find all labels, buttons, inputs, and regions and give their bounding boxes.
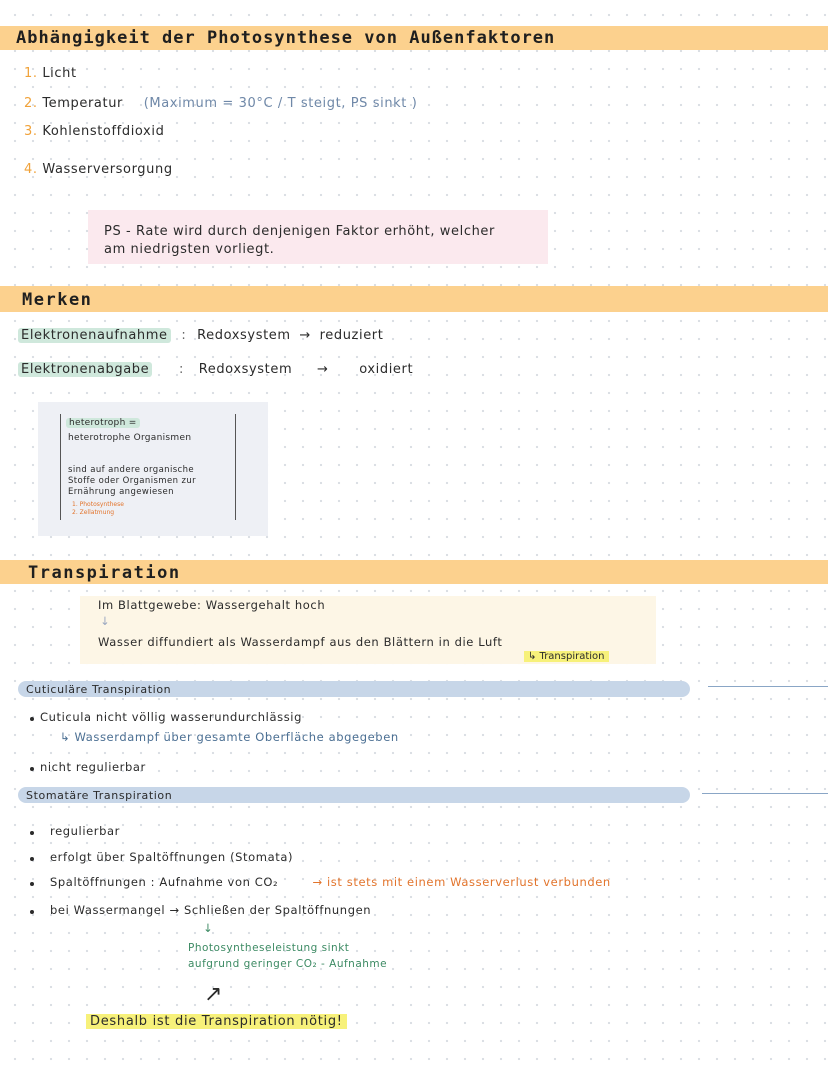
down-arrow-icon: ↓	[100, 614, 111, 628]
card-desc-2: Stoffe oder Organismen zur	[68, 476, 197, 486]
list-label: Kohlenstoffdioxid	[42, 124, 165, 139]
stomatal-point-3-consequence: → ist stets mit einem Wasserverlust verbunden	[312, 875, 611, 889]
separator: :	[181, 328, 187, 343]
up-arrow-icon: ↗	[204, 982, 223, 1007]
bullet	[30, 767, 34, 771]
list-number: 1.	[24, 66, 38, 81]
rule-line-1: PS - Rate wird durch denjenigen Faktor erhöht, welcher	[104, 224, 495, 239]
section-title-merken: Merken	[22, 290, 93, 310]
section-title-transpiration: Transpiration	[28, 563, 181, 583]
separator: :	[178, 362, 184, 377]
card-term	[66, 418, 140, 428]
stomatal-point-3	[50, 875, 611, 889]
redox-system: Redoxsystem	[197, 328, 291, 343]
term-highlight: Elektronenabgabe	[18, 362, 152, 377]
card-note-1: 1. Photosynthese	[72, 501, 124, 508]
stomatal-point-3-main: Spaltöffnungen : Aufnahme von CO₂	[50, 875, 279, 889]
list-number: 2.	[24, 96, 38, 111]
bullet	[30, 857, 34, 861]
arrow-icon: →	[299, 328, 311, 343]
page-title: Abhängigkeit der Photosynthese von Außenfaktoren	[16, 28, 556, 48]
redox-row-2	[18, 362, 413, 377]
redox-result: reduziert	[319, 328, 384, 343]
list-item	[24, 124, 164, 139]
box-line-1: Im Blattgewebe: Wassergehalt hoch	[98, 598, 326, 612]
title-band-2	[0, 286, 828, 312]
list-number: 3.	[24, 124, 38, 139]
stomatal-point-1: regulierbar	[50, 824, 121, 838]
bullet	[30, 717, 34, 721]
bullet	[30, 882, 34, 886]
list-item	[24, 96, 417, 111]
cuticular-title: Cuticuläre Transpiration	[26, 683, 172, 696]
card-desc-1: sind auf andere organische	[68, 465, 195, 475]
conclusion	[86, 1014, 347, 1029]
card-left-line	[60, 414, 61, 520]
card-note-2: 2. Zellatmung	[72, 509, 115, 516]
arrow-icon: →	[316, 362, 329, 377]
redox-row-1	[18, 328, 383, 343]
result-line-1: Photosyntheseleistung sinkt	[188, 942, 350, 954]
list-label: Licht	[42, 66, 77, 81]
term-highlight: Elektronenaufnahme	[18, 328, 171, 343]
card-desc-3: Ernährung angewiesen	[68, 487, 174, 497]
card-definition: heterotrophe Organismen	[68, 433, 192, 443]
stomatal-point-2: erfolgt über Spaltöffnungen (Stomata)	[50, 850, 294, 864]
rule-line-2: am niedrigsten vorliegt.	[104, 242, 275, 257]
result-line-2: aufgrund geringer CO₂ - Aufnahme	[188, 958, 388, 970]
card-term-text: heterotroph =	[66, 418, 140, 428]
cuticular-point-2: nicht regulierbar	[40, 760, 146, 774]
divider-line	[708, 686, 828, 687]
conclusion-text: Deshalb ist die Transpiration nötig!	[86, 1014, 347, 1029]
bullet	[30, 831, 34, 835]
down-arrow-icon: ↓	[203, 921, 214, 935]
stomatal-title: Stomatäre Transpiration	[26, 789, 173, 802]
redox-system: Redoxsystem	[198, 362, 293, 377]
divider-line	[702, 793, 828, 794]
cuticular-subpoint: ↳ Wasserdampf über gesamte Oberfläche abgegeben	[60, 730, 399, 744]
list-note: (Maximum = 30°C / T steigt, PS sinkt )	[143, 96, 418, 111]
stomatal-point-4: bei Wassermangel → Schließen der Spaltöffnungen	[50, 903, 372, 917]
cuticular-point-1: Cuticula nicht völlig wasserundurchlässig	[40, 710, 302, 724]
list-number: 4.	[24, 162, 38, 177]
list-item	[24, 66, 77, 81]
list-item	[24, 162, 173, 177]
box-line-2: Wasser diffundiert als Wasserdampf aus den Blättern in die Luft	[98, 635, 503, 649]
list-label: Temperatur	[42, 96, 123, 111]
card-right-line	[235, 414, 236, 520]
list-label: Wasserversorgung	[42, 162, 173, 177]
transpiration-tag	[524, 651, 609, 662]
tag-text: ↳ Transpiration	[524, 651, 609, 662]
bullet	[30, 910, 34, 914]
redox-result: oxidiert	[359, 362, 414, 377]
